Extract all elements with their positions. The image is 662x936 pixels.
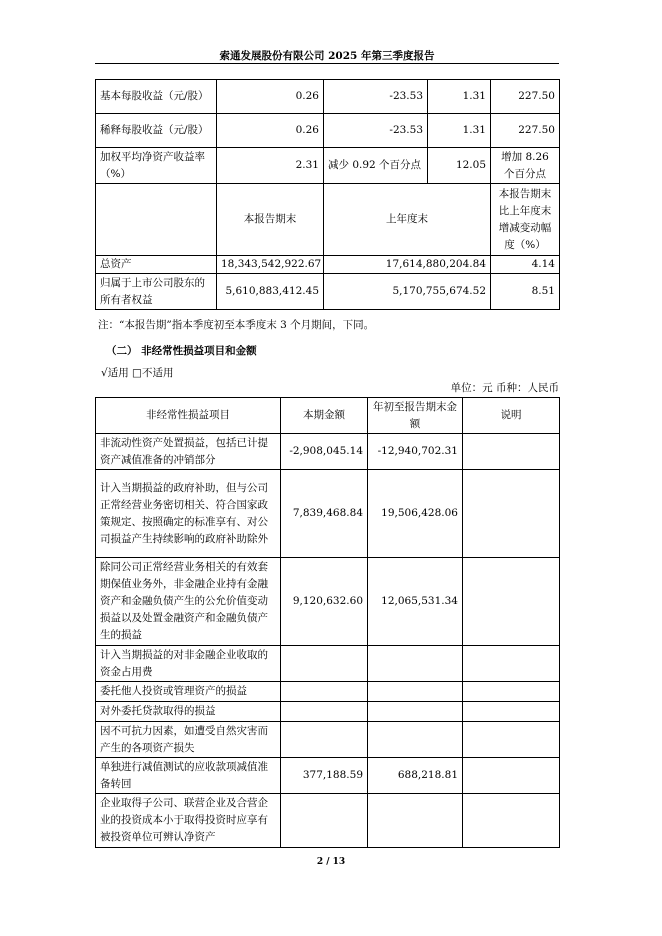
cell-value xyxy=(368,794,463,848)
column-header: 年初至报告期末金额 xyxy=(368,398,463,434)
table-row xyxy=(96,148,560,184)
cell-desc xyxy=(463,702,560,722)
cell-value xyxy=(281,794,368,848)
table-row xyxy=(96,646,560,682)
item-label: 计入当期损益的对非金融企业收取的资金占用费 xyxy=(96,646,281,682)
cell-value: 19,506,428.06 xyxy=(368,470,463,558)
cell-value: 2.31 xyxy=(217,148,324,184)
table-row xyxy=(96,274,560,310)
cell-value: 5,610,883,412.45 xyxy=(217,274,324,310)
cell-value xyxy=(281,702,368,722)
column-header: 非经常性损益项目 xyxy=(96,398,281,434)
cell-desc xyxy=(463,646,560,682)
table-row xyxy=(96,758,560,794)
cell-value xyxy=(281,682,368,702)
cell-value xyxy=(368,722,463,758)
cell-value: 8.51 xyxy=(491,274,560,310)
cell-value: 12,065,531.34 xyxy=(368,558,463,646)
cell-value: -2,908,045.14 xyxy=(281,434,368,470)
table-row xyxy=(96,558,560,646)
cell-value: 688,218.81 xyxy=(368,758,463,794)
cell-value: 减少 0.92 个百分点 xyxy=(324,148,428,184)
blank-cell xyxy=(96,184,217,256)
cell-value: 5,170,755,674.52 xyxy=(324,274,491,310)
table-row xyxy=(96,114,560,148)
cell-value: 9,120,632.60 xyxy=(281,558,368,646)
cell-value xyxy=(281,722,368,758)
table-row xyxy=(96,470,560,558)
cell-value: 227.50 xyxy=(491,114,560,148)
column-header: 本报告期末比上年度末增减变动幅度（%） xyxy=(491,184,560,256)
column-header: 上年度末 xyxy=(324,184,491,256)
cell-value: -12,940,702.31 xyxy=(368,434,463,470)
cell-value: 7,839,468.84 xyxy=(281,470,368,558)
table-row xyxy=(96,722,560,758)
item-label: 因不可抗力因素，如遭受自然灾害而产生的各项资产损失 xyxy=(96,722,281,758)
cell-value: 12.05 xyxy=(428,148,491,184)
item-label: 单独进行减值测试的应收款项减值准备转回 xyxy=(96,758,281,794)
page-number: 2 / 13 xyxy=(316,857,346,867)
row-label: 归属于上市公司股东的所有者权益 xyxy=(96,274,217,310)
unit-label: 单位：元 币种：人民币 xyxy=(450,382,559,394)
table-header-row xyxy=(96,398,560,434)
item-label: 企业取得子公司、联营企业及合营企业的投资成本小于取得投资时应享有被投资单位可辨认净资产 xyxy=(96,794,281,848)
cell-desc xyxy=(463,794,560,848)
cell-value: 227.50 xyxy=(491,80,560,114)
table-row xyxy=(96,794,560,848)
cell-value: 0.26 xyxy=(217,114,324,148)
non-recurring-gains-table xyxy=(95,397,560,848)
cell-value: 377,188.59 xyxy=(281,758,368,794)
table-row xyxy=(96,80,560,114)
cell-value: -23.53 xyxy=(324,80,428,114)
cell-desc xyxy=(463,470,560,558)
table-note: 注：“本报告期”指本季度初至本季度末 3 个月期间，下同。 xyxy=(98,319,375,331)
cell-desc xyxy=(463,722,560,758)
page-header: 索通发展股份有限公司 2025 年第三季度报告 xyxy=(219,50,435,62)
cell-value: -23.53 xyxy=(324,114,428,148)
row-label: 稀释每股收益（元/股） xyxy=(96,114,217,148)
cell-desc xyxy=(463,434,560,470)
row-label: 加权平均净资产收益率（%） xyxy=(96,148,217,184)
header-rule xyxy=(95,63,559,64)
cell-value xyxy=(368,682,463,702)
table-row xyxy=(96,434,560,470)
item-label: 计入当期损益的政府补助，但与公司正常经营业务密切相关、符合国家政策规定、按照确定的标准享有、对公司损益产生持续影响的政府补助除外 xyxy=(96,470,281,558)
item-label: 委托他人投资或管理资产的损益 xyxy=(96,682,281,702)
item-label: 除同公司正常经营业务相关的有效套期保值业务外，非金融企业持有金融资产和金融负债产生的公允价值变动损益以及处置金融资产和金融负债产生的损益 xyxy=(96,558,281,646)
cell-value xyxy=(281,646,368,682)
row-label: 基本每股收益（元/股） xyxy=(96,80,217,114)
cell-value: 18,343,542,922.67 xyxy=(217,256,324,274)
table-header-row xyxy=(96,184,560,256)
cell-value xyxy=(368,702,463,722)
applicability-checkbox: √适用 □不适用 xyxy=(101,367,174,379)
cell-desc xyxy=(463,558,560,646)
column-header: 说明 xyxy=(463,398,560,434)
table-row xyxy=(96,256,560,274)
item-label: 对外委托贷款取得的损益 xyxy=(96,702,281,722)
cell-value xyxy=(368,646,463,682)
row-label: 总资产 xyxy=(96,256,217,274)
column-header: 本期金额 xyxy=(281,398,368,434)
cell-value: 1.31 xyxy=(428,80,491,114)
cell-desc xyxy=(463,682,560,702)
cell-value: 增加 8.26 个百分点 xyxy=(491,148,560,184)
cell-value: 4.14 xyxy=(491,256,560,274)
table-row xyxy=(96,702,560,722)
financial-indicators-table xyxy=(95,79,560,310)
cell-desc xyxy=(463,758,560,794)
item-label: 非流动性资产处置损益，包括已计提资产减值准备的冲销部分 xyxy=(96,434,281,470)
column-header: 本报告期末 xyxy=(217,184,324,256)
cell-value: 1.31 xyxy=(428,114,491,148)
cell-value: 17,614,880,204.84 xyxy=(324,256,491,274)
cell-value: 0.26 xyxy=(217,80,324,114)
section-title: （二） 非经常性损益项目和金额 xyxy=(106,345,257,357)
table-row xyxy=(96,682,560,702)
